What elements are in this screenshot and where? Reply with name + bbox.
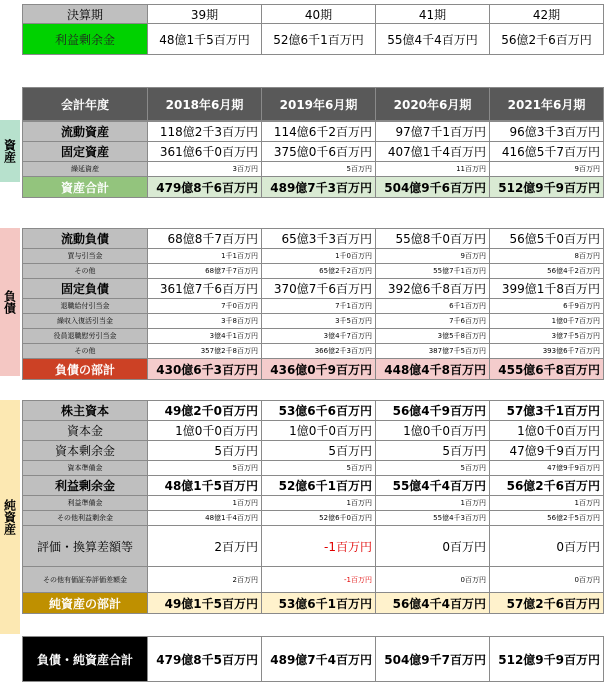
row-value: 5百万円: [262, 441, 376, 461]
row-value: 1億0千7百万円: [490, 314, 604, 329]
section-total-row: [23, 593, 604, 614]
row-value: 3千5百万円: [262, 314, 376, 329]
retained-earnings-value: 52億6千1百万円: [262, 24, 376, 55]
row-label: 固定資産: [23, 142, 148, 162]
row-value: 56億2千6百万円: [490, 476, 604, 496]
section-total-row: [23, 177, 604, 198]
table-row: [23, 496, 604, 511]
row-value: 1千1百万円: [148, 249, 262, 264]
row-label: その他: [23, 344, 148, 359]
table-row: [23, 122, 604, 142]
section-total-value: 512億9千9百万円: [490, 177, 604, 198]
row-value: 118億2千3百万円: [148, 122, 262, 142]
row-label: 繰延資産: [23, 162, 148, 177]
row-value: 3億4千7百万円: [262, 329, 376, 344]
period-header-row: [23, 5, 604, 24]
row-value: 357億2千8百万円: [148, 344, 262, 359]
row-value: 47億9千9百万円: [490, 441, 604, 461]
table-row: [23, 526, 604, 567]
row-value: 6千9百万円: [490, 299, 604, 314]
row-value: 7千6百万円: [376, 314, 490, 329]
section-total-value: 455億6千8百万円: [490, 359, 604, 380]
row-value: 5百万円: [148, 441, 262, 461]
section-total-value: 448億4千8百万円: [376, 359, 490, 380]
row-label: その他有価証券評価差額金: [23, 567, 148, 593]
period-39: 39期: [148, 5, 262, 24]
row-value: 5百万円: [148, 461, 262, 476]
row-label: 利益剰余金: [23, 476, 148, 496]
grand-total-value: 504億9千7百万円: [376, 637, 490, 682]
grand-total-value: 512億9千9百万円: [490, 637, 604, 682]
table-row: [23, 279, 604, 299]
row-label: 資本金: [23, 421, 148, 441]
row-label: 株主資本: [23, 401, 148, 421]
table-row: [23, 567, 604, 593]
row-label: 役員退職慰労引当金: [23, 329, 148, 344]
row-value: 11百万円: [376, 162, 490, 177]
row-value: 6千1百万円: [376, 299, 490, 314]
liabilities-table: [22, 228, 604, 380]
section-total-value: 49億1千5百万円: [148, 593, 262, 614]
row-label: 退職給付引当金: [23, 299, 148, 314]
equity-side-label: 純資産: [0, 400, 20, 634]
row-label: 利益準備金: [23, 496, 148, 511]
section-total-label: 純資産の部計: [23, 593, 148, 614]
row-value: 1億0千0百万円: [148, 421, 262, 441]
row-value: 0百万円: [490, 567, 604, 593]
table-row: [23, 229, 604, 249]
section-total-value: 489億7千3百万円: [262, 177, 376, 198]
row-value: 49億2千0百万円: [148, 401, 262, 421]
table-row: [23, 142, 604, 162]
row-value: 68億8千7百万円: [148, 229, 262, 249]
retained-earnings-value: 55億4千4百万円: [376, 24, 490, 55]
row-label: 評価・換算差額等: [23, 526, 148, 567]
row-value: 0百万円: [376, 526, 490, 567]
row-value: 7千0百万円: [148, 299, 262, 314]
liabilities-side-label: 負債: [0, 228, 20, 376]
row-value: 1億0千0百万円: [262, 421, 376, 441]
row-value: 0百万円: [490, 526, 604, 567]
row-value: 55億4千4百万円: [376, 476, 490, 496]
table-row: [23, 476, 604, 496]
row-value: 48億1千4百万円: [148, 511, 262, 526]
grand-total-value: 479億8千5百万円: [148, 637, 262, 682]
row-value: 57億3千1百万円: [490, 401, 604, 421]
table-row: [23, 314, 604, 329]
grand-total-row: [23, 637, 604, 682]
row-value: 55億8千0百万円: [376, 229, 490, 249]
grand-total-table: [22, 636, 604, 682]
section-total-value: 504億9千6百万円: [376, 177, 490, 198]
row-value: 55億7千1百万円: [376, 264, 490, 279]
row-value: 48億1千5百万円: [148, 476, 262, 496]
period-41: 41期: [376, 5, 490, 24]
row-value: 52億6千0百万円: [262, 511, 376, 526]
row-value: 407億1千4百万円: [376, 142, 490, 162]
row-value: 1億0千0百万円: [490, 421, 604, 441]
section-total-row: [23, 359, 604, 380]
row-value: 114億6千2百万円: [262, 122, 376, 142]
grand-total-label: 負債・純資産合計: [23, 637, 148, 682]
table-row: [23, 461, 604, 476]
row-value: 9百万円: [490, 162, 604, 177]
grand-total-value: 489億7千4百万円: [262, 637, 376, 682]
equity-table: [22, 400, 604, 614]
row-value: 361億6千0百万円: [148, 142, 262, 162]
row-value: 416億5千7百万円: [490, 142, 604, 162]
section-total-value: 436億0千9百万円: [262, 359, 376, 380]
row-value: 1千0百万円: [262, 249, 376, 264]
section-total-value: 57億2千6百万円: [490, 593, 604, 614]
row-value: 366億2千3百万円: [262, 344, 376, 359]
retained-earnings-label: 利益剰余金: [23, 24, 148, 55]
fiscal-year-label: 会計年度: [23, 88, 148, 121]
row-value: 47億9千9百万円: [490, 461, 604, 476]
period-42: 42期: [490, 5, 604, 24]
row-label: 資本剰余金: [23, 441, 148, 461]
row-value: 0百万円: [376, 567, 490, 593]
row-value: 96億3千3百万円: [490, 122, 604, 142]
section-total-label: 負債の部計: [23, 359, 148, 380]
row-value: 2百万円: [148, 567, 262, 593]
row-value: 55億4千3百万円: [376, 511, 490, 526]
table-row: [23, 441, 604, 461]
table-row: [23, 249, 604, 264]
row-value: 399億1千8百万円: [490, 279, 604, 299]
row-label: 流動負債: [23, 229, 148, 249]
table-row: [23, 511, 604, 526]
row-value: 361億7千6百万円: [148, 279, 262, 299]
table-row: [23, 264, 604, 279]
retained-earnings-value: 48億1千5百万円: [148, 24, 262, 55]
row-value: 9百万円: [376, 249, 490, 264]
assets-table: [22, 121, 604, 198]
section-total-label: 資産合計: [23, 177, 148, 198]
summary-table: [22, 4, 604, 55]
row-value: 1億0千0百万円: [376, 421, 490, 441]
fiscal-year: 2018年6月期: [148, 88, 262, 121]
row-value: 3億4千1百万円: [148, 329, 262, 344]
row-value: -1百万円: [262, 526, 376, 567]
row-value: 65億2千2百万円: [262, 264, 376, 279]
row-value: 392億6千8百万円: [376, 279, 490, 299]
row-value: 2百万円: [148, 526, 262, 567]
fiscal-year: 2021年6月期: [490, 88, 604, 121]
row-value: 1百万円: [148, 496, 262, 511]
row-value: 97億7千1百万円: [376, 122, 490, 142]
row-value: 56億2千5百万円: [490, 511, 604, 526]
row-value: 68億7千7百万円: [148, 264, 262, 279]
row-value: 1百万円: [262, 496, 376, 511]
row-label: 繰収入復活引当金: [23, 314, 148, 329]
row-label: 流動資産: [23, 122, 148, 142]
row-value: 1百万円: [376, 496, 490, 511]
row-label: 買与引当金: [23, 249, 148, 264]
row-label: 固定負債: [23, 279, 148, 299]
fiscal-year: 2020年6月期: [376, 88, 490, 121]
row-value: 3千8百万円: [148, 314, 262, 329]
assets-side-label: 資産: [0, 120, 20, 182]
table-row: [23, 401, 604, 421]
row-value: 3億7千5百万円: [490, 329, 604, 344]
period-40: 40期: [262, 5, 376, 24]
row-value: 8百万円: [490, 249, 604, 264]
row-value: 375億0千6百万円: [262, 142, 376, 162]
row-value: 387億7千5百万円: [376, 344, 490, 359]
row-value: 5百万円: [376, 441, 490, 461]
retained-earnings-row: [23, 24, 604, 55]
row-value: 3億5千8百万円: [376, 329, 490, 344]
section-total-value: 479億8千6百万円: [148, 177, 262, 198]
table-row: [23, 329, 604, 344]
fiscal-year-header: [22, 87, 604, 121]
row-label: その他: [23, 264, 148, 279]
section-total-value: 430億6千3百万円: [148, 359, 262, 380]
row-value: 5百万円: [376, 461, 490, 476]
row-value: 56億5千0百万円: [490, 229, 604, 249]
fiscal-year: 2019年6月期: [262, 88, 376, 121]
row-value: 370億7千6百万円: [262, 279, 376, 299]
row-value: 5百万円: [262, 162, 376, 177]
row-label: 資本準備金: [23, 461, 148, 476]
row-value: 393億6千7百万円: [490, 344, 604, 359]
table-row: [23, 162, 604, 177]
section-total-value: 56億4千4百万円: [376, 593, 490, 614]
row-value: 65億3千3百万円: [262, 229, 376, 249]
table-row: [23, 344, 604, 359]
row-value: 7千1百万円: [262, 299, 376, 314]
row-value: 53億6千6百万円: [262, 401, 376, 421]
period-header-label: 決算期: [23, 5, 148, 24]
row-value: 56億4千2百万円: [490, 264, 604, 279]
table-row: [23, 299, 604, 314]
row-value: 52億6千1百万円: [262, 476, 376, 496]
row-value: -1百万円: [262, 567, 376, 593]
table-row: [23, 421, 604, 441]
row-value: 3百万円: [148, 162, 262, 177]
row-value: 56億4千9百万円: [376, 401, 490, 421]
row-value: 1百万円: [490, 496, 604, 511]
retained-earnings-value: 56億2千6百万円: [490, 24, 604, 55]
row-label: その他利益剰余金: [23, 511, 148, 526]
section-total-value: 53億6千1百万円: [262, 593, 376, 614]
row-value: 5百万円: [262, 461, 376, 476]
